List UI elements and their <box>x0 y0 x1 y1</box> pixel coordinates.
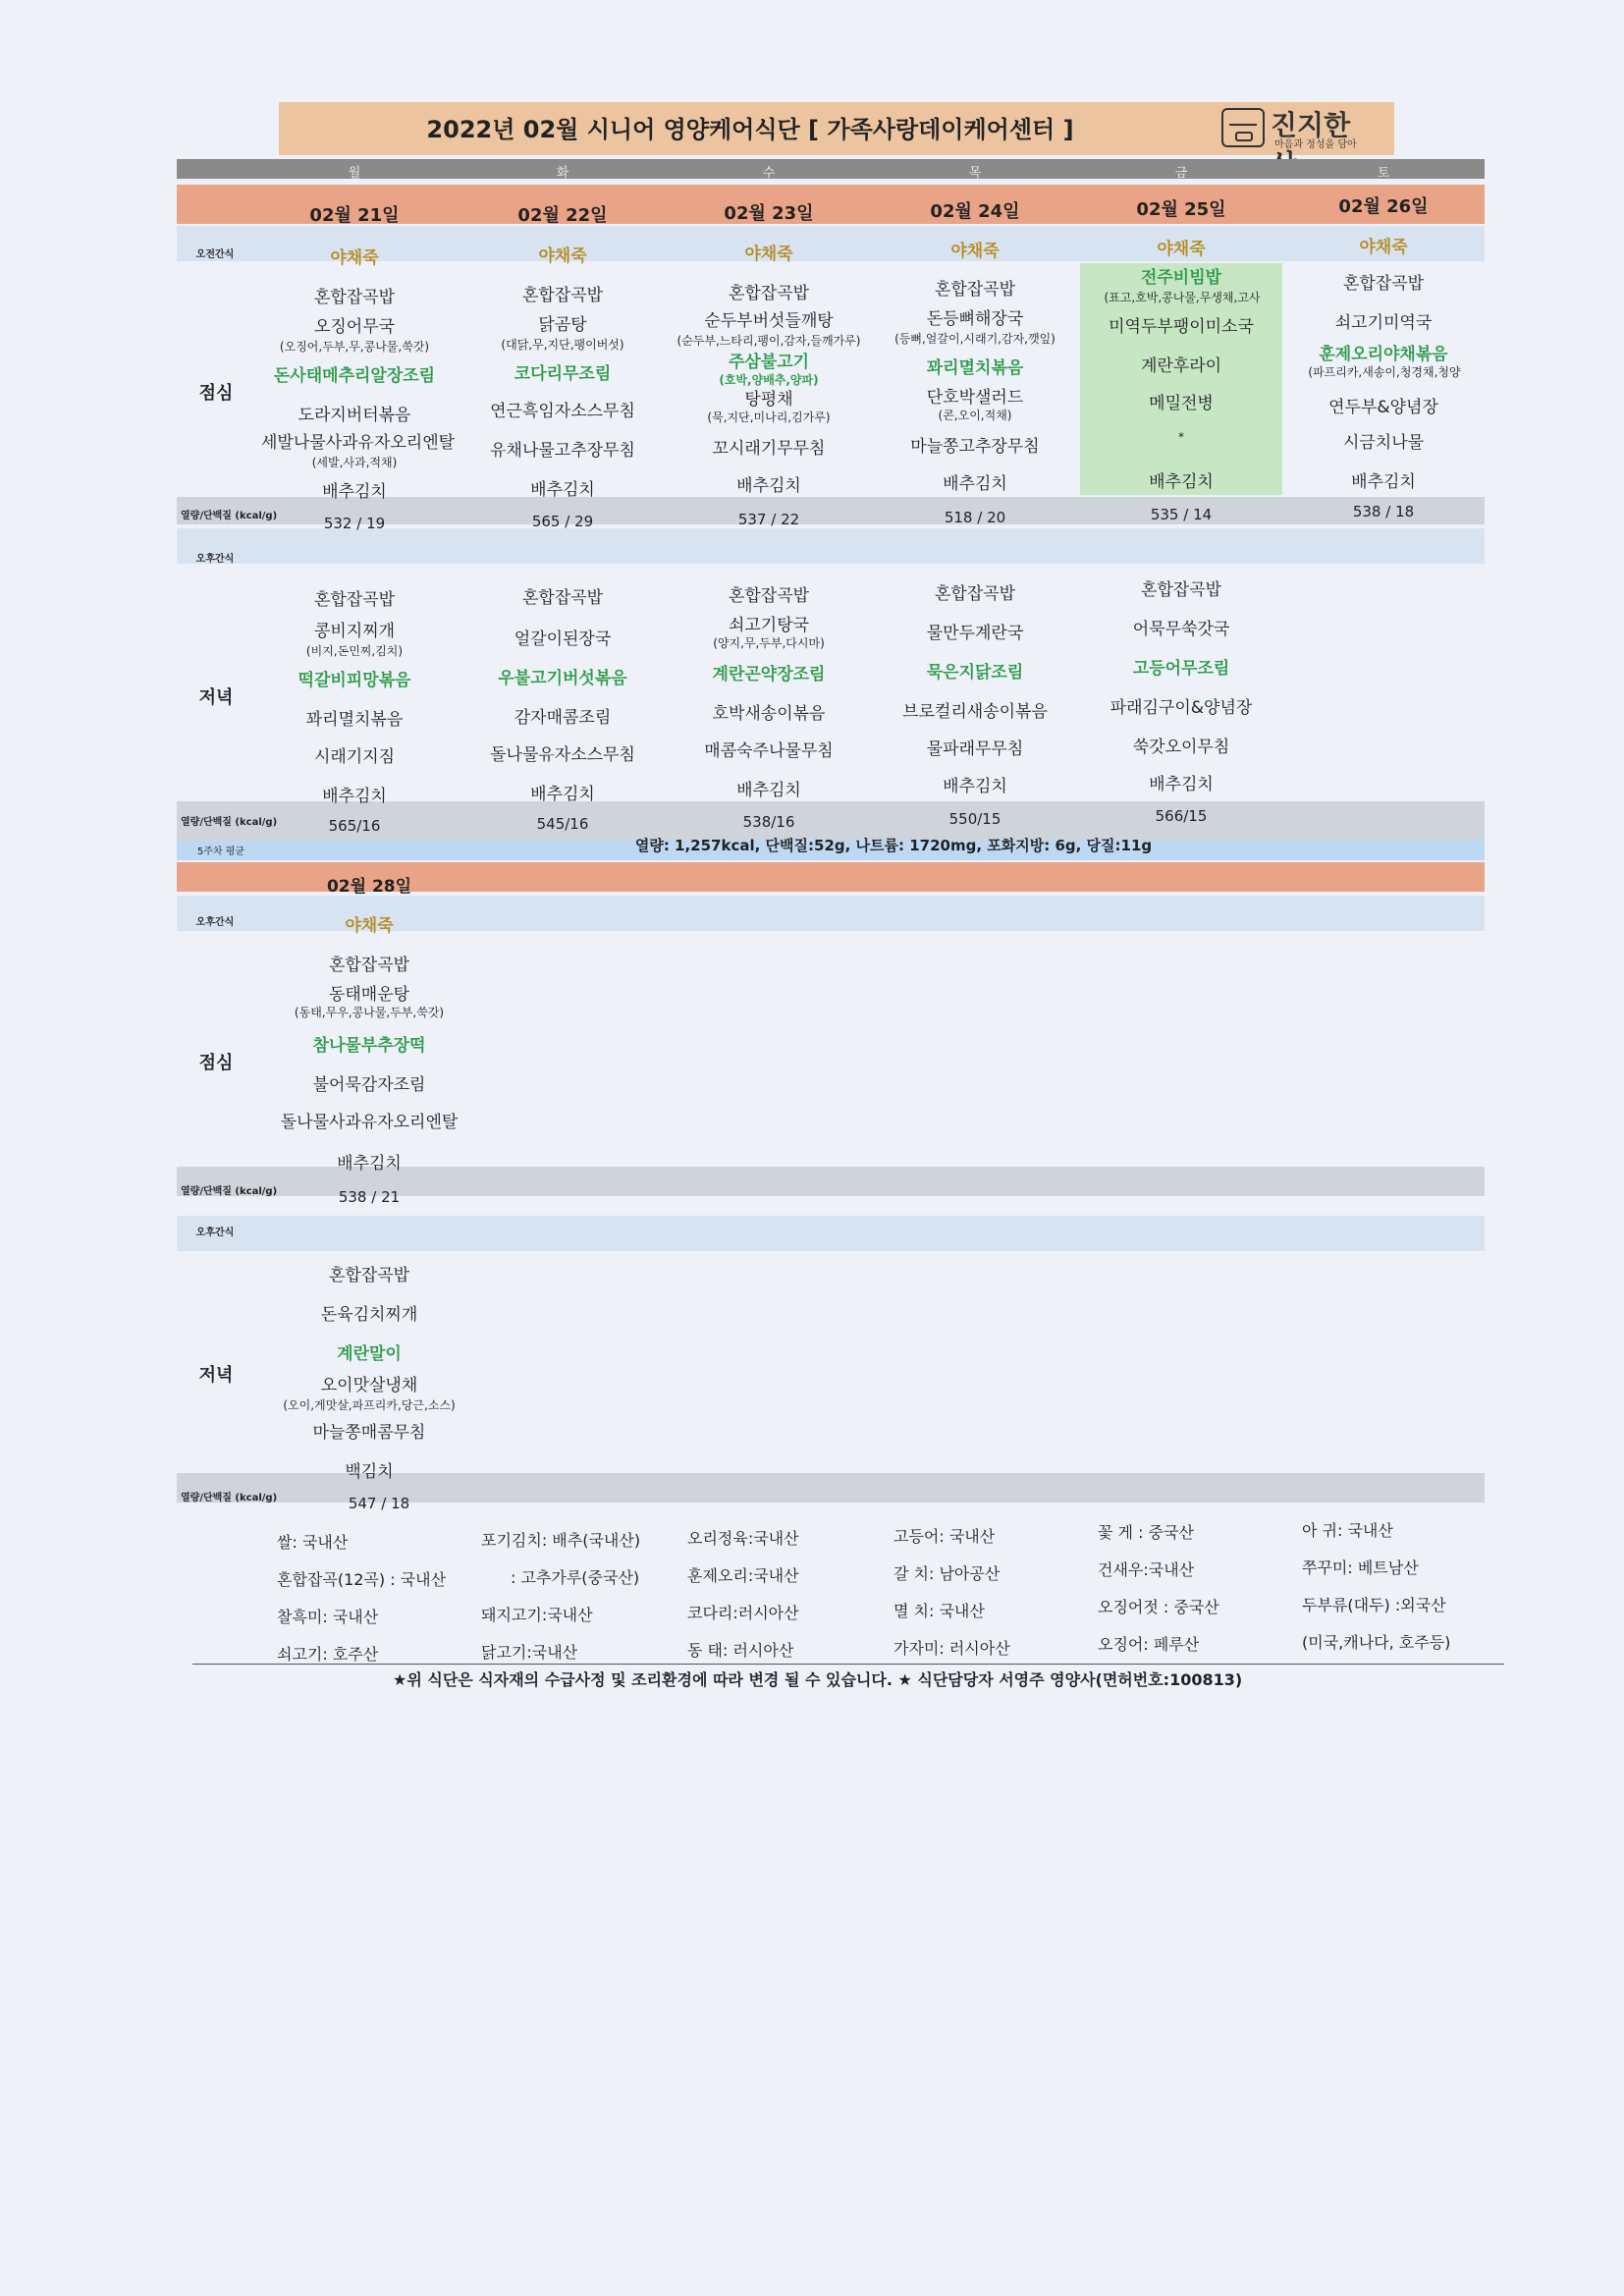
week2-snack-label: 오후간식 <box>195 917 235 928</box>
week2-lunch-item: 동태매운탕 <box>328 985 410 1005</box>
lunch-thu-item: 단호박샐러드 <box>926 388 1024 408</box>
week2-lunch-note: (동태,무우,콩나물,두부,쑥갓) <box>294 1006 445 1019</box>
week2-dinner-item: 돈육김치찌개 <box>320 1305 418 1325</box>
lunch-fri-item: 메밀전병 <box>1149 394 1214 413</box>
origin-item: 훈제오리:국내산 <box>687 1566 799 1585</box>
week2-dinner-item: 백김치 <box>345 1462 394 1482</box>
lunch-nutrition-sat: 538 / 18 <box>1352 503 1415 520</box>
dinner-mon-item: 배추김치 <box>322 787 387 806</box>
dinner-nutrition-wed: 538/16 <box>742 813 795 831</box>
lunch-mon-item: 도라지버터볶음 <box>298 406 411 425</box>
lunch-thu-note: (등뼈,얼갈이,시래기,감자,깻잎) <box>894 332 1056 346</box>
origin-item: 오징어: 페루산 <box>1098 1635 1200 1654</box>
dinner-nutrition-tue: 545/16 <box>536 815 589 833</box>
dinner-nutrition-mon: 565/16 <box>328 817 381 835</box>
lunch-nutrition-wed: 537 / 22 <box>737 511 800 528</box>
brand-logo <box>1221 108 1367 150</box>
dinner-tue-main: 우불고기버섯볶음 <box>498 669 627 688</box>
origin-item: 쇠고기: 호주산 <box>277 1645 379 1664</box>
lunch-mon-main: 돈사태메추리알장조림 <box>273 366 436 386</box>
lunch-wed-note: (묵,지단,미나리,김가루) <box>707 410 831 424</box>
lunch-fri-note: * <box>1178 430 1184 444</box>
lunch-mon-item: 혼합잡곡밥 <box>313 288 396 307</box>
origin-item: 아 귀: 국내산 <box>1302 1521 1393 1540</box>
lunch-thu-note: (콘,오이,적채) <box>938 409 1012 422</box>
week2-dinner-item: 오이맛살냉채 <box>320 1376 418 1395</box>
lunch-tue-item: 혼합잡곡밥 <box>521 286 604 305</box>
lunch-sat-item: 쇠고기미역국 <box>1334 313 1433 333</box>
dinner-fri-item: 파래김구이&양념장 <box>1110 698 1253 718</box>
week2-lunch-label: 점심 <box>198 1053 234 1073</box>
origin-item: (미국,캐나다, 호주등) <box>1302 1633 1451 1652</box>
origin-item: 찰흑미: 국내산 <box>277 1608 379 1626</box>
dinner-tue-item: 혼합잡곡밥 <box>521 588 604 608</box>
origin-item: 오리정육:국내산 <box>687 1529 799 1548</box>
origin-item: 꽃 게 : 중국산 <box>1098 1523 1194 1542</box>
date-tue: 02월 22일 <box>517 205 608 226</box>
week2-dinner-note: (오이,게맛살,파프리카,당근,소스) <box>283 1398 456 1412</box>
origin-item: 멸 치: 국내산 <box>893 1602 985 1620</box>
week2-lunch-item: 돌나물사과유자오리엔탈 <box>280 1113 459 1132</box>
dinner-fri-item: 배추김치 <box>1149 775 1214 794</box>
week2-date: 02월 28일 <box>326 877 412 897</box>
lunch-wed-main: 주삼불고기 <box>728 353 810 372</box>
am-snack-mon: 야채죽 <box>330 248 379 268</box>
dinner-tue-item: 감자매콤조림 <box>514 708 612 728</box>
origin-item: 돼지고기:국내산 <box>481 1606 593 1624</box>
lunch-sat-item: 혼합잡곡밥 <box>1342 274 1425 294</box>
dinner-thu-item: 혼합잡곡밥 <box>934 584 1016 604</box>
origin-item: : 고추가루(중국산) <box>511 1568 640 1587</box>
dinner-wed-item: 호박새송이볶음 <box>712 704 826 724</box>
origin-item: 고등어: 국내산 <box>893 1527 996 1546</box>
pm-snack-band <box>177 528 1485 564</box>
lunch-wed-note: (호박,양배추,양파) <box>719 373 819 387</box>
dinner-mon-item: 콩비지찌개 <box>313 622 396 641</box>
week2-dinner-nutrition: 547 / 18 <box>348 1495 410 1512</box>
dinner-fri-item: 쑥갓오이무침 <box>1132 738 1230 757</box>
dinner-mon-main: 떡갈비피망볶음 <box>298 671 411 690</box>
dinner-thu-item: 물파래무무침 <box>926 739 1024 759</box>
dinner-thu-item: 배추김치 <box>943 777 1007 796</box>
lunch-sat-item: 시금치나물 <box>1342 433 1425 453</box>
week-average-summary: 열량: 1,257kcal, 단백질:52g, 나트륨: 1720mg, 포화지방: 6g, 당질:11g <box>634 837 1153 854</box>
table-icon <box>1221 108 1265 147</box>
origin-item: 건새우:국내산 <box>1098 1560 1195 1579</box>
week2-dinner-item: 혼합잡곡밥 <box>328 1266 410 1285</box>
weekday-thu: 목 <box>968 166 982 181</box>
lunch-sat-item: 연두부&양념장 <box>1328 398 1438 417</box>
lunch-sat-main: 훈제오리야채볶음 <box>1319 345 1448 364</box>
week-average-label: 5주차 평균 <box>196 847 245 857</box>
dinner-nutrition-label: 열량/단백질 (kcal/g) <box>181 817 278 828</box>
week2-dinner-main: 계란말이 <box>337 1344 402 1364</box>
am-snack-sat: 야채죽 <box>1359 238 1408 257</box>
lunch-sat-item: 배추김치 <box>1351 472 1416 492</box>
week2-lunch-item: 혼합잡곡밥 <box>328 956 410 975</box>
dinner-wed-main: 계란곤약장조림 <box>712 665 826 684</box>
am-snack-label: 오전간식 <box>195 249 235 260</box>
footer-divider <box>192 1664 1504 1665</box>
lunch-mon-item: 세발나물사과유자오리엔탈 <box>261 433 456 453</box>
dinner-wed-item: 쇠고기탕국 <box>728 616 810 635</box>
lunch-wed-item: 순두부버섯들깨탕 <box>704 311 834 331</box>
origin-item: 동 태: 러시아산 <box>687 1641 794 1660</box>
dinner-fri-item: 혼합잡곡밥 <box>1140 580 1222 600</box>
week2-pm-snack-label: 오후간식 <box>195 1228 235 1238</box>
dinner-wed-item: 매콤숙주나물무침 <box>704 741 834 761</box>
origin-item: 갈 치: 남아공산 <box>893 1564 1001 1583</box>
week2-dinner-label: 저녁 <box>198 1365 234 1386</box>
week2-dinner-item: 마늘쫑매콤무침 <box>312 1423 426 1443</box>
weekday-mon: 월 <box>348 166 361 181</box>
lunch-nutrition-mon: 532 / 19 <box>323 515 386 532</box>
lunch-fri-item: 배추김치 <box>1149 472 1214 492</box>
dinner-mon-item: 시래기지짐 <box>313 747 396 767</box>
origin-item: 포기김치: 배추(국내산) <box>481 1531 641 1550</box>
lunch-fri-item: 계란후라이 <box>1140 356 1222 376</box>
dinner-label: 저녁 <box>198 687 234 708</box>
lunch-fri-main: 전주비빔밥 <box>1140 268 1222 288</box>
lunch-label: 점심 <box>198 383 234 404</box>
lunch-nutrition-fri: 535 / 14 <box>1150 506 1213 523</box>
dinner-mon-item: 혼합잡곡밥 <box>313 590 396 610</box>
lunch-thu-item: 배추김치 <box>943 474 1007 494</box>
weekday-tue: 화 <box>556 166 569 181</box>
dinner-nutrition-thu: 550/15 <box>948 810 1001 828</box>
lunch-thu-main: 꽈리멸치볶음 <box>926 358 1024 378</box>
page-title: 2022년 02월 시니어 영양케어식단 [ 가족사랑데이케어센터 ] <box>426 116 1074 143</box>
dinner-thu-item: 물만두계란국 <box>926 624 1024 643</box>
dinner-tue-item: 얼갈이된장국 <box>514 629 612 649</box>
lunch-wed-item: 탕평채 <box>744 390 793 410</box>
lunch-tue-note: (대닭,무,지단,팽이버섯) <box>501 338 624 352</box>
dinner-nutrition-fri: 566/15 <box>1155 807 1208 825</box>
lunch-tue-item: 닭곰탕 <box>538 315 587 335</box>
origin-item: 가자미: 러시아산 <box>893 1639 1010 1658</box>
dinner-thu-item: 브로컬리새송이볶음 <box>902 702 1048 722</box>
lunch-tue-main: 코다리무조림 <box>514 364 612 384</box>
week2-lunch-item: 배추김치 <box>337 1154 402 1174</box>
logo-name: 진지한 <box>1271 109 1351 141</box>
lunch-mon-note: (오징어,두부,무,콩나물,쑥갓) <box>279 340 430 354</box>
week2-dinner-nutrition-label: 열량/단백질 (kcal/g) <box>181 1493 278 1503</box>
dinner-wed-note: (양지,무,두부,다시마) <box>713 636 825 650</box>
title-bar <box>279 102 1394 155</box>
week2-lunch-item: 불어묵감자조림 <box>312 1075 426 1095</box>
weekday-fri: 금 <box>1174 166 1188 181</box>
weekday-sat: 토 <box>1377 166 1390 181</box>
lunch-tue-item: 연근흑임자소스무침 <box>490 402 635 421</box>
date-mon: 02월 21일 <box>309 205 400 226</box>
lunch-wed-note: (순두부,느타리,팽이,감자,들깨가루) <box>677 334 861 348</box>
footer-note: ★위 식단은 식자재의 수급사정 및 조리환경에 따라 변경 될 수 있습니다. ★ 식단담당자 서영주 영양사(면허번호:100813) <box>393 1670 1243 1689</box>
origin-item: 쌀: 국내산 <box>277 1533 349 1552</box>
lunch-mon-item: 배추김치 <box>322 482 387 502</box>
lunch-thu-item: 돈등뼈해장국 <box>926 309 1024 329</box>
origin-item: 오징어젓 : 중국산 <box>1098 1598 1219 1616</box>
date-fri: 02월 25일 <box>1136 199 1226 220</box>
lunch-nutrition-label: 열량/단백질 (kcal/g) <box>181 511 278 521</box>
dinner-wed-item: 혼합잡곡밥 <box>728 586 810 606</box>
week2-lunch-nutrition: 538 / 21 <box>338 1188 401 1206</box>
dinner-fri-item: 어묵무쑥갓국 <box>1132 620 1230 639</box>
am-snack-fri: 야채죽 <box>1157 240 1206 259</box>
am-snack-thu: 야채죽 <box>950 242 1000 261</box>
date-wed: 02월 23일 <box>724 203 814 224</box>
dinner-mon-note: (비지,돈민찌,김치) <box>305 644 404 658</box>
lunch-wed-item: 혼합잡곡밥 <box>728 284 810 303</box>
lunch-fri-note: (표고,호박,콩나물,무생채,고사 <box>1104 291 1261 304</box>
week2-nutrition-label: 열량/단백질 (kcal/g) <box>181 1186 278 1197</box>
dinner-thu-main: 묵은지닭조림 <box>926 663 1024 683</box>
origin-item: 쭈꾸미: 베트남산 <box>1302 1558 1419 1577</box>
origin-item: 혼합잡곡(12곡) : 국내산 <box>277 1570 447 1589</box>
dinner-mon-item: 꽈리멸치볶음 <box>305 710 404 730</box>
lunch-sat-note: (파프리카,새송이,청경채,청양 <box>1308 365 1461 379</box>
logo-subtitle: 마음과 정성을 담아 <box>1274 139 1357 150</box>
dinner-wed-item: 배추김치 <box>736 781 801 800</box>
origin-item: 닭고기:국내산 <box>481 1643 578 1662</box>
lunch-wed-item: 꼬시래기무무침 <box>712 439 826 459</box>
dinner-tue-item: 돌나물유자소스무침 <box>490 745 635 765</box>
week2-snack: 야채죽 <box>345 916 394 936</box>
lunch-nutrition-tue: 565 / 29 <box>531 513 594 530</box>
origin-item: 코다리:러시아산 <box>687 1604 799 1622</box>
origin-item: 두부류(대두) :외국산 <box>1302 1596 1446 1614</box>
dinner-fri-main: 고등어무조림 <box>1132 659 1230 679</box>
lunch-thu-item: 혼합잡곡밥 <box>934 280 1016 300</box>
weekday-wed: 수 <box>762 166 776 181</box>
lunch-nutrition-thu: 518 / 20 <box>944 509 1006 526</box>
am-snack-tue: 야채죽 <box>538 246 587 266</box>
dinner-tue-item: 배추김치 <box>530 785 595 804</box>
week2-lunch-main: 참나물부추장떡 <box>312 1036 426 1056</box>
date-sat: 02월 26일 <box>1338 196 1429 217</box>
lunch-fri-item: 미역두부팽이미소국 <box>1109 317 1254 337</box>
lunch-wed-item: 배추김치 <box>736 476 801 496</box>
pm-snack-label: 오후간식 <box>195 554 235 565</box>
lunch-mon-item: 오징어무국 <box>313 317 396 337</box>
lunch-tue-item: 배추김치 <box>530 480 595 500</box>
am-snack-wed: 야채죽 <box>744 245 793 264</box>
date-thu: 02월 24일 <box>930 201 1020 222</box>
lunch-tue-item: 유채나물고추장무침 <box>490 441 635 461</box>
lunch-mon-note: (세발,사과,적채) <box>311 456 398 469</box>
lunch-thu-item: 마늘쫑고추장무침 <box>910 437 1040 457</box>
week2-pm-snack-band <box>177 1216 1485 1251</box>
